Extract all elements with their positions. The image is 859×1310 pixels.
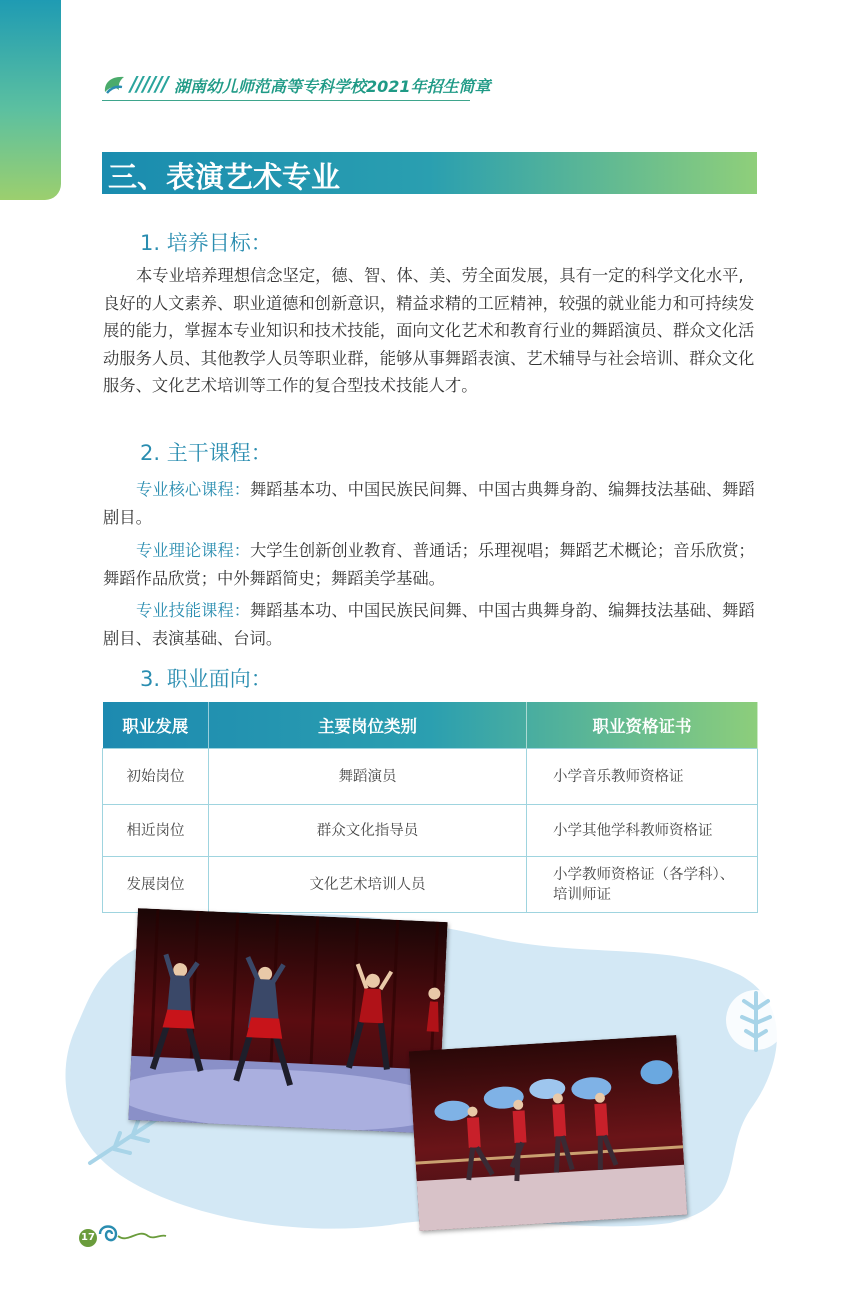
document-header xyxy=(102,70,491,102)
theory-courses-label: 专业理论课程： xyxy=(136,541,250,560)
skill-courses-label: 专业技能课程： xyxy=(136,601,250,620)
core-courses-text: 舞蹈基本功、中国民族民间舞、中国古典舞身韵、编舞技法基础、舞蹈剧目。 xyxy=(103,480,755,527)
core-courses-label: 专业核心课程： xyxy=(136,480,250,499)
column-header-positions: 主要岗位类别 xyxy=(209,702,527,749)
theory-courses-text: 大学生创新创业教育、普通话；乐理视唱；舞蹈艺术概论；音乐欣赏；舞蹈作品欣赏；中外舞蹈简史；舞蹈美学基础。 xyxy=(103,541,755,588)
core-courses xyxy=(103,476,758,531)
swirl-ornament-icon xyxy=(96,1220,168,1248)
goals-heading: 1. 培养目标： xyxy=(140,231,272,255)
corner-tab-decoration xyxy=(0,0,61,200)
page-number: 17 xyxy=(79,1229,97,1247)
career-heading: 3. 职业面向： xyxy=(140,667,272,691)
section-banner xyxy=(102,152,757,194)
skill-courses xyxy=(103,597,758,652)
theory-courses xyxy=(103,537,758,592)
plant-sprig-icon xyxy=(726,990,786,1050)
courses-heading: 2. 主干课程： xyxy=(140,441,272,465)
table-cell: 初始岗位 xyxy=(103,749,209,805)
table-cell: 舞蹈演员 xyxy=(209,749,527,805)
table-cell: 小学音乐教师资格证 xyxy=(527,749,758,805)
goals-paragraph xyxy=(103,262,758,400)
table-cell: 小学教师资格证（各学科）、培训师证 xyxy=(527,857,758,913)
header-slashes: ////// xyxy=(130,72,168,96)
header-title: 湖南幼儿师范高等专科学校2021年招生简章 xyxy=(174,77,491,96)
dance-photo-2 xyxy=(409,1035,687,1231)
header-rule xyxy=(102,100,470,101)
table-cell: 群众文化指导员 xyxy=(209,805,527,857)
column-header-development: 职业发展 xyxy=(103,702,209,749)
skill-courses-text: 舞蹈基本功、中国民族民间舞、中国古典舞身韵、编舞技法基础、舞蹈剧目、表演基础、台词。 xyxy=(103,601,755,648)
table-row xyxy=(103,749,758,805)
section-title: 三、表演艺术专业 xyxy=(108,160,341,194)
table-cell: 相近岗位 xyxy=(103,805,209,857)
column-header-certificates: 职业资格证书 xyxy=(527,702,758,749)
career-table-header-row xyxy=(103,702,758,749)
leaf-logo-icon xyxy=(102,74,128,96)
dance-photo-1 xyxy=(128,908,447,1134)
table-cell: 文化艺术培训人员 xyxy=(209,857,527,913)
table-cell: 发展岗位 xyxy=(103,857,209,913)
goals-text: 本专业培养理想信念坚定，德、智、体、美、劳全面发展，具有一定的科学文化水平,良好的人文素养、职业道德和创新意识，精益求精的工匠精神，较强的就业能力和可持续发展的能力，掌握本专业知识和技术技能，面向文化艺术和教育行业的舞蹈演员、群众文化活动服务人员、其他教学人员等职业群，能够从事舞蹈表演、艺术辅导与社会培训、群众文化服务、文化艺术培训等工作的复合型技术技能人才。 xyxy=(103,266,755,396)
career-table xyxy=(102,702,758,913)
table-row xyxy=(103,805,758,857)
table-cell: 小学其他学科教师资格证 xyxy=(527,805,758,857)
